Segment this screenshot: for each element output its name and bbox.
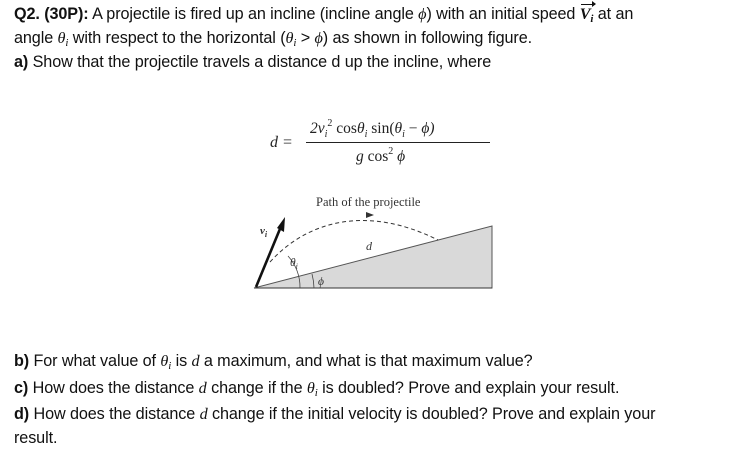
part-c-line: c) How does the distance d change if the $\theta_i$ is doubled? Prove and explain your result. — [14, 379, 620, 399]
intro-text-1: A projectile is fired up an incline (incline angle — [92, 5, 419, 23]
theta-label: $\theta_i$ — [290, 257, 298, 271]
part-b-label: b) — [14, 352, 30, 370]
question-points: (30P) — [44, 5, 84, 23]
vi-label: $v_i$ — [260, 225, 268, 239]
part-a-label: a) — [14, 53, 29, 71]
question-number: Q2. — [14, 5, 40, 23]
theta-symbol: $\theta_i$ — [57, 29, 69, 49]
phi-label: ϕ — [318, 276, 324, 288]
formula-denominator: g $\cos^2 \phi$ — [356, 146, 406, 165]
intro-text-3: at an — [593, 5, 634, 23]
part-a-text: Show that the projectile travels a distance d up the incline, where — [28, 53, 492, 71]
path-label: Path of the projectile — [316, 195, 421, 209]
incline-figure — [248, 190, 508, 295]
question-line-2: angle $\theta_i$ with respect to the horizontal $(\theta_i > \phi)$ as shown in following figure. — [14, 29, 532, 49]
d-label: d — [366, 239, 372, 253]
formula-lhs: d = — [270, 134, 293, 151]
intro-text-2: ) with an initial speed — [426, 5, 580, 23]
part-d-line-2: result. — [14, 429, 58, 447]
phi-symbol: ϕ — [418, 5, 427, 23]
velocity-arrowhead-icon — [277, 217, 285, 232]
part-c-label: c) — [14, 379, 29, 397]
part-d-line: d) How does the distance d change if the initial velocity is doubled? Prove and explain your — [14, 405, 656, 423]
question-line-1: Q2. (30P): A projectile is fired up an incline (incline angle ϕ) with an initial speed $V_i$ at an — [14, 3, 633, 30]
velocity-vector-symbol: $V_i$ — [580, 3, 594, 30]
path-arrow-icon — [366, 212, 374, 218]
formula-fraction-bar — [306, 142, 490, 143]
part-d-label: d) — [14, 405, 30, 423]
formula-numerator: $2v_i^2$ cosθ$_i$ $\sin(\theta_i - \phi)$ — [310, 118, 435, 140]
part-b-line: b) For what value of $\theta_i$ is d a maximum, and what is that maximum value? — [14, 352, 533, 372]
part-a-line — [14, 51, 491, 73]
